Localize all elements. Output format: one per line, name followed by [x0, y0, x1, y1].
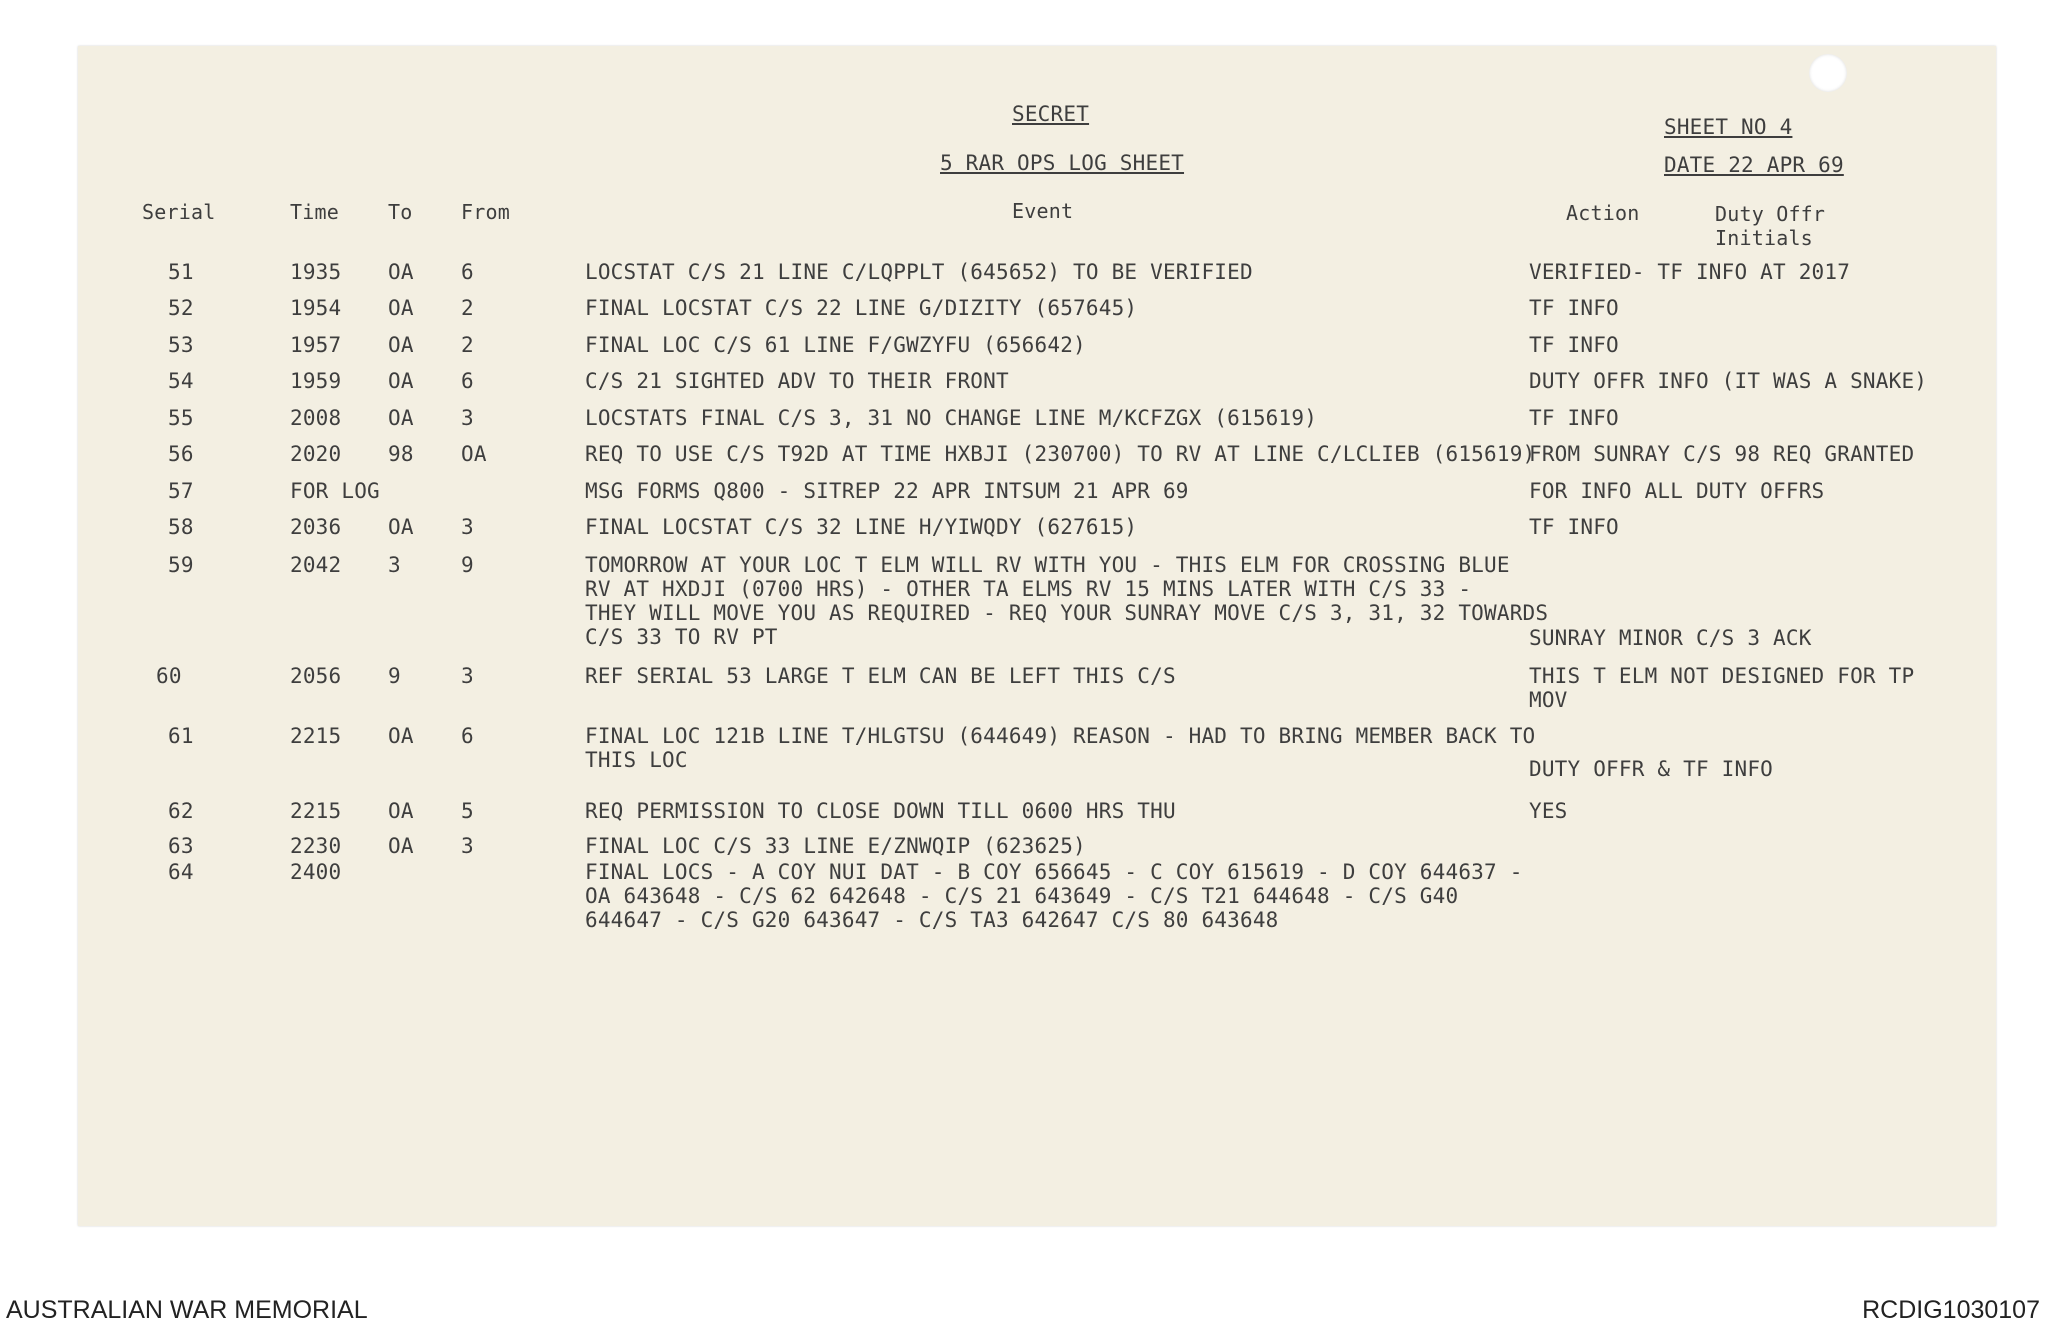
- row-action-line: FOR INFO ALL DUTY OFFRS: [1529, 479, 1825, 503]
- row-to: OA: [388, 406, 414, 430]
- row-serial: 54: [168, 369, 194, 393]
- row-event-line: REQ TO USE C/S T92D AT TIME HXBJI (230700) TO RV AT LINE C/LCLIEB (615619): [585, 442, 1536, 466]
- column-header-serial: Serial: [142, 200, 216, 224]
- column-header-duty-offr: Duty Offr: [1715, 202, 1826, 226]
- row-from: 6: [461, 260, 474, 284]
- row-to: OA: [388, 724, 414, 748]
- row-serial: 61: [168, 724, 194, 748]
- row-serial: 53: [168, 333, 194, 357]
- row-to: OA: [388, 333, 414, 357]
- row-from: 6: [461, 724, 474, 748]
- row-from: 3: [461, 664, 474, 688]
- row-time: 2400: [290, 860, 342, 884]
- row-time: 2215: [290, 799, 342, 823]
- row-time: 2036: [290, 515, 342, 539]
- row-serial: 51: [168, 260, 194, 284]
- row-time: 2215: [290, 724, 342, 748]
- row-from: 3: [461, 834, 474, 858]
- row-time: 2230: [290, 834, 342, 858]
- row-event-line: FINAL LOC C/S 33 LINE E/ZNWQIP (623625): [585, 834, 1086, 858]
- document-title: 5 RAR OPS LOG SHEET: [940, 151, 1185, 175]
- row-action-line: YES: [1529, 799, 1568, 823]
- row-action-line: TF INFO: [1529, 515, 1619, 539]
- row-serial: 63: [168, 834, 194, 858]
- row-event-line: FINAL LOCSTAT C/S 32 LINE H/YIWQDY (627615): [585, 515, 1138, 539]
- sheet-date: DATE 22 APR 69: [1664, 153, 1844, 177]
- row-event-line: THIS LOC: [585, 748, 688, 772]
- row-action-line: TF INFO: [1529, 296, 1619, 320]
- catalogue-id: RCDIG1030107: [1862, 1296, 2040, 1324]
- row-serial: 52: [168, 296, 194, 320]
- row-event-line: RV AT HXDJI (0700 HRS) - OTHER TA ELMS RV 15 MINS LATER WITH C/S 33 -: [585, 577, 1472, 601]
- row-from: 5: [461, 799, 474, 823]
- row-time: 1954: [290, 296, 342, 320]
- column-header-initials: Initials: [1715, 226, 1813, 250]
- row-action-line: SUNRAY MINOR C/S 3 ACK: [1529, 626, 1812, 650]
- row-event-line: LOCSTATS FINAL C/S 3, 31 NO CHANGE LINE M/KCFZGX (615619): [585, 406, 1318, 430]
- punch-hole: [1809, 54, 1847, 92]
- classification-marking: SECRET: [1012, 102, 1090, 126]
- row-time: 2008: [290, 406, 342, 430]
- row-serial: 60: [156, 664, 182, 688]
- row-action-line: MOV: [1529, 688, 1568, 712]
- column-header-to: To: [388, 200, 413, 224]
- row-event-line: C/S 21 SIGHTED ADV TO THEIR FRONT: [585, 369, 1009, 393]
- row-event-line: C/S 33 TO RV PT: [585, 625, 778, 649]
- column-header-action: Action: [1566, 201, 1640, 225]
- row-to: OA: [388, 799, 414, 823]
- row-to: OA: [388, 296, 414, 320]
- row-serial: 62: [168, 799, 194, 823]
- row-action-line: VERIFIED- TF INFO AT 2017: [1529, 260, 1851, 284]
- row-from: 2: [461, 333, 474, 357]
- row-action-line: DUTY OFFR INFO (IT WAS A SNAKE): [1529, 369, 1928, 393]
- row-serial: 55: [168, 406, 194, 430]
- row-from: 2: [461, 296, 474, 320]
- row-serial: 58: [168, 515, 194, 539]
- row-serial: 57: [168, 479, 194, 503]
- institution-credit: AUSTRALIAN WAR MEMORIAL: [6, 1296, 368, 1324]
- row-time: 1957: [290, 333, 342, 357]
- row-event-line: MSG FORMS Q800 - SITREP 22 APR INTSUM 21 APR 69: [585, 479, 1189, 503]
- sheet-number: SHEET NO 4: [1664, 115, 1793, 139]
- row-to: OA: [388, 515, 414, 539]
- row-to: 3: [388, 553, 401, 577]
- column-header-event: Event: [1012, 199, 1074, 223]
- row-to: OA: [388, 369, 414, 393]
- row-event-line: FINAL LOC 121B LINE T/HLGTSU (644649) REASON - HAD TO BRING MEMBER BACK TO: [585, 724, 1536, 748]
- row-serial: 56: [168, 442, 194, 466]
- row-event-line: REQ PERMISSION TO CLOSE DOWN TILL 0600 HRS THU: [585, 799, 1176, 823]
- row-time: 2056: [290, 664, 342, 688]
- row-event-line: THEY WILL MOVE YOU AS REQUIRED - REQ YOUR SUNRAY MOVE C/S 3, 31, 32 TOWARDS: [585, 601, 1549, 625]
- row-to: 9: [388, 664, 401, 688]
- row-to: OA: [388, 834, 414, 858]
- row-event-line: REF SERIAL 53 LARGE T ELM CAN BE LEFT THIS C/S: [585, 664, 1176, 688]
- row-time: 2020: [290, 442, 342, 466]
- row-time: 1959: [290, 369, 342, 393]
- row-event-line: 644647 - C/S G20 643647 - C/S TA3 642647 C/S 80 643648: [585, 908, 1279, 932]
- row-to: 98: [388, 442, 414, 466]
- row-action-line: TF INFO: [1529, 333, 1619, 357]
- row-event-line: FINAL LOC C/S 61 LINE F/GWZYFU (656642): [585, 333, 1086, 357]
- row-action-line: THIS T ELM NOT DESIGNED FOR TP: [1529, 664, 1915, 688]
- row-from: 6: [461, 369, 474, 393]
- row-serial: 64: [168, 860, 194, 884]
- row-from: OA: [461, 442, 487, 466]
- row-action-line: TF INFO: [1529, 406, 1619, 430]
- row-from: 9: [461, 553, 474, 577]
- row-action-line: DUTY OFFR & TF INFO: [1529, 757, 1774, 781]
- row-serial: 59: [168, 553, 194, 577]
- column-header-time: Time: [290, 200, 339, 224]
- row-event-line: LOCSTAT C/S 21 LINE C/LQPPLT (645652) TO BE VERIFIED: [585, 260, 1253, 284]
- row-action-line: FROM SUNRAY C/S 98 REQ GRANTED: [1529, 442, 1915, 466]
- row-event-line: FINAL LOCSTAT C/S 22 LINE G/DIZITY (657645): [585, 296, 1138, 320]
- row-to: OA: [388, 260, 414, 284]
- row-event-line: FINAL LOCS - A COY NUI DAT - B COY 656645 - C COY 615619 - D COY 644637 -: [585, 860, 1523, 884]
- row-event-line: OA 643648 - C/S 62 642648 - C/S 21 643649 - C/S T21 644648 - C/S G40: [585, 884, 1459, 908]
- row-time: FOR LOG: [290, 479, 380, 503]
- row-time: 1935: [290, 260, 342, 284]
- row-from: 3: [461, 515, 474, 539]
- row-time: 2042: [290, 553, 342, 577]
- column-header-from: From: [461, 200, 510, 224]
- row-from: 3: [461, 406, 474, 430]
- row-event-line: TOMORROW AT YOUR LOC T ELM WILL RV WITH YOU - THIS ELM FOR CROSSING BLUE: [585, 553, 1510, 577]
